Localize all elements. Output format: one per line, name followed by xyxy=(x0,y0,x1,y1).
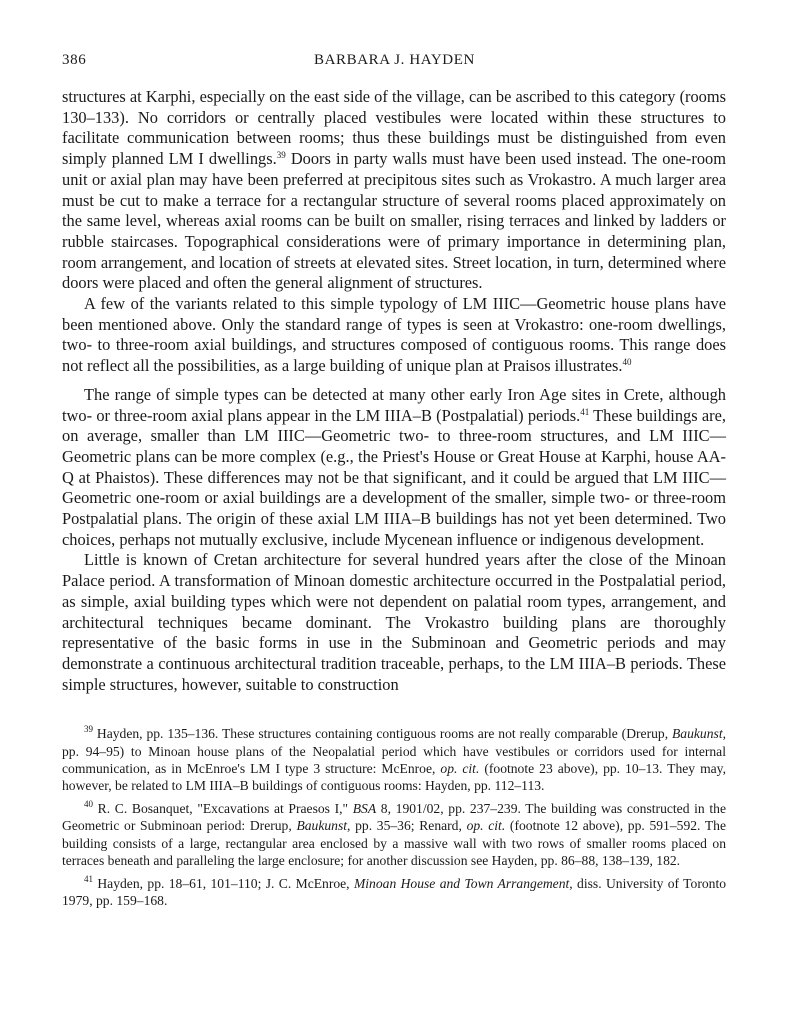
footnote-ref-39[interactable]: 39 xyxy=(276,150,286,161)
footnote-39: $^{39}$ Hayden, pp. 135–136. These structures containing contiguous rooms are not really comparable (Drerup, Baukunst, pp. 94–95) to Minoan house plans of the Neopalatial period which have vestibules or corridors used for internal communication, as in McEnroe's LM I type 3 structure: McEnroe, op. cit. (footnote 23 above), pp. 10–13. They may, however, be related to LM IIIA–B buildings of contiguous rooms: Hayden, pp. 112–113. xyxy=(62,724,726,793)
paragraph-4: Little is known of Cretan architecture for several hundred years after the close of the Minoan Palace period. A transformation of Minoan domestic architecture occurred in the Postpalatial period, as simple, axial building types which were not dependent on palatial room types, arrangement, and architectural techniques became dominant. The Vrokastro building plans are thoroughly representative of the basic forms in use in the Subminoan and Geometric periods and may demonstrate a continuous architectural tradition traceable, perhaps, to the LM IIIA–B periods. These simple structures, however, suitable to construction xyxy=(62,550,726,694)
running-header xyxy=(62,52,726,69)
body-text xyxy=(62,87,726,695)
footnote-ref-40[interactable]: 40 xyxy=(622,357,632,368)
paragraph-2: A few of the variants related to this simple typology of LM IIIC—Geometric house plans have been mentioned above. Only the standard range of types is seen at Vrokastro: one-room dwellings, two- to three-room axial buildings, and structures composed of contiguous rooms. This range does not reflect all the possibilities, as a large building of unique plan at Praisos illustrates.$^{40}$ xyxy=(62,294,726,376)
paragraph-1: structures at Karphi, especially on the east side of the village, can be ascribed to this category (rooms 130–133). No corridors or centrally placed vestibules were located within these structures to facilitate communication between rooms; thus these buildings must be distinguished from even simply planned LM I dwellings.$^{39}$ Doors in party walls must have been used instead. The one-room unit or axial plan may have been preferred at precipitous sites such as Vrokastro. A much larger area must be cut to make a terrace for a rectangular structure of several rooms placed approximately on the same level, whereas axial rooms can be built on smaller, rising terraces and linked by ladders or rubble staircases. Topographical considerations were of primary importance in determining plan, room arrangement, and location of streets at elevated sites. Street location, in turn, determined where doors were placed and often the general alignment of structures. xyxy=(62,87,726,293)
page-number: 386 xyxy=(62,52,87,68)
running-author: BARBARA J. HAYDEN xyxy=(314,52,475,68)
footnote-ref-41[interactable]: 41 xyxy=(580,406,590,417)
paragraph-3: The range of simple types can be detected at many other early Iron Age sites in Crete, although two- or three-room axial plans appear in the LM IIIA–B (Postpalatial) periods.$^{41}$ These buildings are, on average, smaller than LM IIIC—Geometric two- to three-room structures, and LM IIIC—Geometric plans can be more complex (e.g., the Priest's House or Great House at Karphi, house AA-Q at Phaistos). These differences may not be that significant, and it could be argued that LM IIIC—Geometric one-room or axial buildings are a development of the smaller, simple two- or three-room Postpalatial plans. The origin of these axial LM IIIA–B buildings has not yet been determined. Two choices, perhaps not mutually exclusive, include Mycenean influence or indigenous development. xyxy=(62,384,726,549)
footnote-41: $^{41}$ Hayden, pp. 18–61, 101–110; J. C. McEnroe, Minoan House and Town Arrangement, diss. University of Toronto 1979, pp. 159–168. xyxy=(62,874,727,909)
footnote-40: $^{40}$ R. C. Bosanquet, "Excavations at Praesos I," BSA 8, 1901/02, pp. 237–239. The building was constructed in the Geometric or Subminoan period: Drerup, Baukunst, pp. 35–36; Renard, op. cit. (footnote 12 above), pp. 591–592. The building consists of a large, rectangular area enclosed by a massive wall with two rows of smaller rooms placed on terraces beneath and paralleling the large enclosure; for another discussion see Hayden, pp. 86–88, 138–139, 182. xyxy=(62,799,727,868)
footnotes xyxy=(62,725,726,909)
